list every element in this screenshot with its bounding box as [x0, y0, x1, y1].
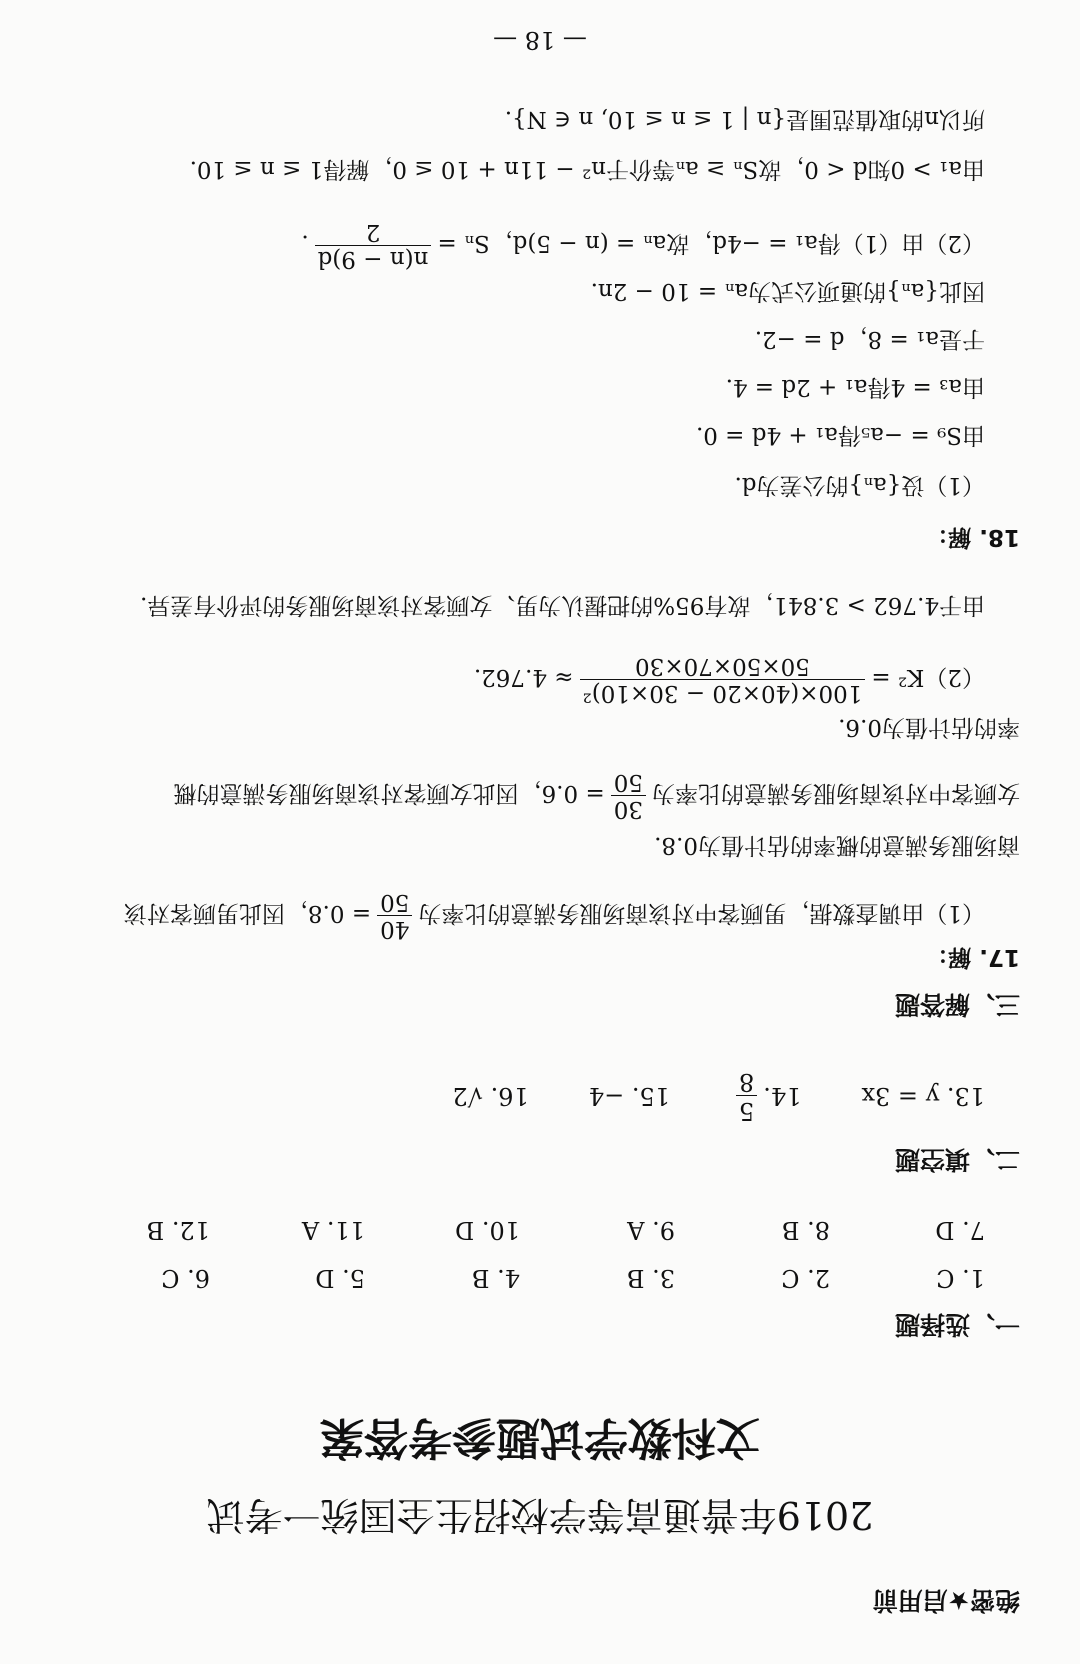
q18-line-5: 因此{aₙ}的通项公式为aₙ = 10 − 2n． [574, 278, 985, 304]
mc-answer: 2. C [781, 1264, 830, 1292]
q18-line-2: 由S₉ = −a₅得a₁ + 4d = 0． [680, 422, 985, 448]
section-3-title: 三、解答题 [894, 990, 1020, 1019]
q17-label: 17. 解： [925, 944, 1020, 970]
fraction: 30 50 [611, 768, 646, 822]
q18-label: 18. 解： [925, 524, 1020, 550]
section-2-title: 二、填空题 [894, 1145, 1020, 1174]
q17-line-6: 由于4.762 > 3.841，故有95%的把握认为男、女顾客对该商场服务的评价有差异． [124, 592, 985, 618]
q18-line-7: 由a₁ > 0知d < 0，故Sₙ ≥ aₙ等价于n² − 11n + 10 ≤ 0，解得1 ≤ n ≤ 10． [173, 156, 985, 182]
mc-answer: 12. B [146, 1216, 210, 1244]
confidential-label: 绝密★启用前 [872, 1586, 1020, 1615]
fraction: 100×(40×20 − 30×10)² 50×50×70×30 [580, 652, 866, 706]
mc-answer: 4. B [471, 1264, 520, 1292]
fraction: 5 8 [736, 1068, 757, 1124]
answer-key-title: 文科数学试题参考答案 [320, 1412, 760, 1463]
mc-answer: 7. D [935, 1216, 985, 1244]
mc-answer: 9. A [627, 1216, 675, 1244]
mc-answer: 11. A [301, 1216, 365, 1244]
mc-answer: 10. D [454, 1216, 520, 1244]
fill-answer-14: 14. 5 8 [730, 1068, 801, 1124]
section-1-title: 一、选择题 [894, 1310, 1020, 1339]
fill-answer-15: 15. −4 [588, 1081, 671, 1110]
fraction: n(n − 9)d 2 [315, 218, 432, 272]
mc-answer: 6. C [161, 1264, 210, 1292]
q17-line-2: 商场服务满意的概率的估计值为0.8． [638, 832, 1020, 858]
q17-line-1: （1）由调查数据，男顾客中对该商场服务满意的比率为 40 50 = 0.8，因此男顾客对该 [123, 888, 985, 942]
q17-line-5: （2）K² = 100×(40×20 − 30×10)² 50×50×70×30 ≈ 4.762． [458, 652, 985, 706]
mc-answers-row-1 [55, 1264, 985, 1292]
q18-line-8: 所以n的取值范围是{n | 1 ≤ n ≤ 10, n ∈ N}． [489, 106, 985, 132]
mc-answer: 5. D [315, 1264, 365, 1292]
q18-line-3: 由a₃ = 4得a₁ + 2d = 4． [709, 374, 985, 400]
fill-answers-row [225, 1068, 985, 1124]
fill-answer-13: 13. y = 3x [861, 1081, 985, 1110]
q17-line-3: 女顾客中对该商场服务满意的比率为 30 50 = 0.6，因此女顾客对该商场服务满意的概 [173, 768, 1020, 822]
fill-answer-16: 16. √2 [452, 1081, 529, 1110]
q17-line-4: 率的估计值为0.6． [822, 714, 1020, 740]
exam-title: 2019年普通高等学校招生全国统一考试 [206, 1493, 874, 1537]
page-number: — 18 — [493, 26, 587, 54]
q18-line-4: 于是a₁ = 8，d = −2． [739, 326, 985, 352]
q18-line-1: （1）设{aₙ}的公差为d． [718, 472, 985, 498]
mc-answers-row-2 [55, 1216, 985, 1244]
mc-answer: 3. B [626, 1264, 675, 1292]
mc-answer: 1. C [936, 1264, 985, 1292]
fraction: 40 50 [377, 888, 412, 942]
q18-line-6: （2）由（1）得a₁ = −4d，故aₙ = (n − 5)d，Sₙ = n(n − 9)d 2 ． [285, 218, 985, 272]
mc-answer: 8. B [781, 1216, 830, 1244]
